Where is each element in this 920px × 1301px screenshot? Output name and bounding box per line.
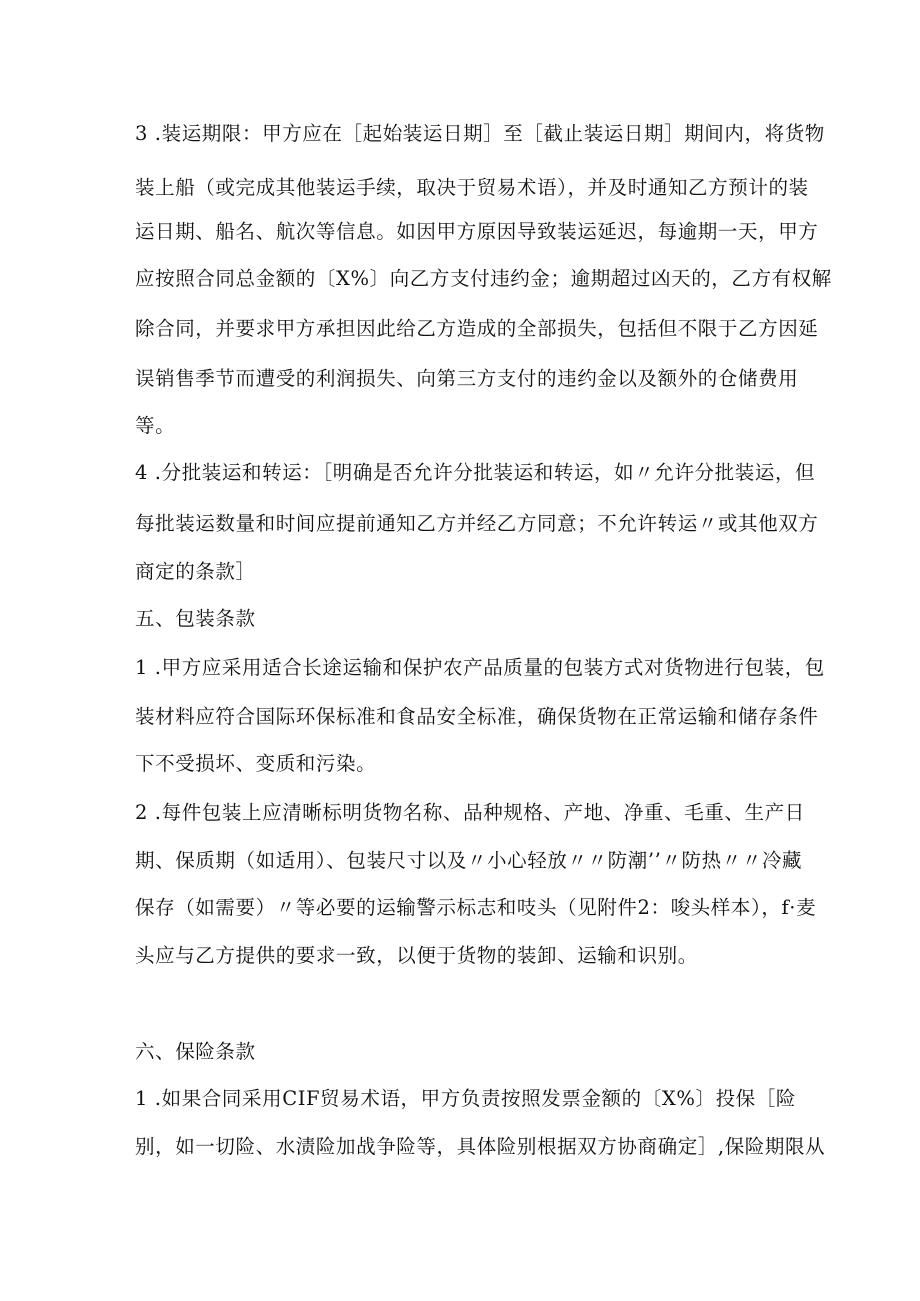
clause-3-line-6: 误销售季节而遭受的利润损失、向第三方支付的违约金以及额外的仓储费用 (135, 367, 799, 390)
clause-4-line-3: 商定的条款］ (135, 560, 256, 583)
section-5-clause-2-line-3: 保存（如需要）〃等必要的运输警示标志和吱头（见附件2：唆头样本），f·麦 (135, 896, 817, 919)
section-5-clause-1-line-2: 装材料应符合国际环保标准和食品安全标准，确保货物在正常运输和储存条件 (135, 705, 819, 728)
clause-3-line-4: 应按照合同总金额的〔X%〕向乙方支付违约金；逾期超过凶天的，乙方有权解 (135, 267, 832, 290)
section-5-clause-1-line-3: 下不受损坏、变质和污染。 (135, 752, 377, 775)
clause-4-line-1: 4 .分批装运和转运：［明确是否允许分批装运和转运，如〃允许分批装运，但 (135, 461, 816, 484)
section-5-clause-2-line-2: 期、保质期（如适用）、包装尺寸以及〃小心轻放〃〃防潮’’〃防热〃〃冷藏 (135, 849, 803, 872)
clause-4-line-2: 每批装运数量和时间应提前通知乙方并经乙方同意；不允许转运〃或其他双方 (135, 512, 819, 535)
clause-3-line-2: 装上船（或完成其他装运手续，取决于贸易术语），并及时通知乙方预计的装 (135, 176, 809, 199)
section-6-clause-1-line-1: 1 .如果合同采用CIF贸易术语，甲方负责按照发票金额的〔X%〕投保［险 (135, 1087, 796, 1110)
section-5-clause-1-line-1: 1 .甲方应采用适合长途运输和保护农产品质量的包装方式对货物进行包装，包 (135, 656, 825, 679)
section-5-clause-2-line-1: 2 .每件包装上应清晰标明货物名称、品种规格、产地、净重、毛重、生产日 (135, 801, 805, 824)
section-5-heading: 五、包装条款 (135, 607, 256, 630)
clause-3-line-1: 3 .装运期限：甲方应在［起始装运日期］至［截止装运日期］期间内，将货物 (135, 122, 825, 145)
clause-3-line-7: 等。 (135, 414, 176, 437)
clause-3-line-5: 除合同，并要求甲方承担因此给乙方造成的全部损失，包括但不限于乙方因延 (135, 317, 819, 340)
section-6-clause-1-line-2: 别，如一切险、水渍险加战争险等，具体险别根据双方协商确定］,保险期限从 (135, 1135, 826, 1158)
section-5-clause-2-line-4: 头应与乙方提供的要求一致，以便于货物的装卸、运输和识别。 (135, 944, 698, 967)
clause-3-line-3: 运日期、船名、航次等信息。如因甲方原因导致装运延迟，每逾期一天，甲方 (135, 220, 819, 243)
section-6-heading: 六、保险条款 (135, 1040, 256, 1063)
